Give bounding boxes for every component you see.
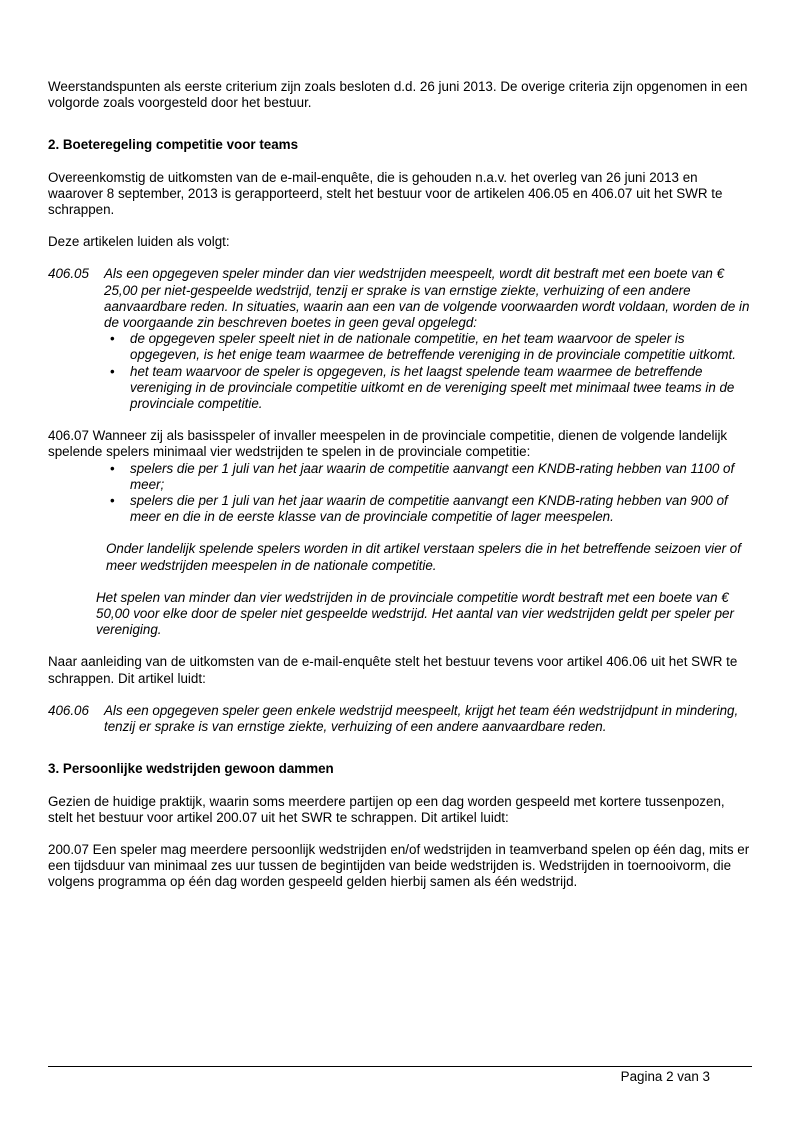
list-item: • spelers die per 1 juli van het jaar waarin de competitie aanvangt een KNDB-rating hebben van 900 of meer en die in de eerste klasse van de provinciale competitie of lager meespelen. <box>106 493 752 525</box>
list-item: • het team waarvoor de speler is opgegeven, is het laagst spelende team waarmee de betreffende vereniging in de provinciale competitie uitkomt en de vereniging speelt met minimaal twee teams in de provinciale competitie. <box>106 364 752 413</box>
article-406-05-bullets <box>106 331 752 412</box>
article-406-05 <box>48 266 752 331</box>
section-2-heading: 2. Boeteregeling competitie voor teams <box>48 137 299 153</box>
article-number: 406.05 <box>48 266 89 282</box>
article-number: 406.06 <box>48 702 89 718</box>
section-2-paragraph-3: Naar aanleiding van de uitkomsten van de e-mail-enquête stelt het bestuur tevens voor artikel 406.06 uit het SWR te schrappen. Dit artikel luidt: <box>48 654 738 686</box>
page-number: Pagina 2 van 3 <box>620 1069 710 1084</box>
article-text: Als een opgegeven speler minder dan vier wedstrijden meespeelt, wordt dit bestraft met een boete van € 25,00 per niet-gespeelde wedstrijd, tenzij er sprake is van ernstige ziekte, verhuizing of een andere aanvaardbare reden. In situaties, waarin aan een van de volgende voorwaarden wordt voldaan, worden de in de voorgaande zin beschreven boetes in geen geval opgelegd: <box>104 266 750 331</box>
list-item: • spelers die per 1 juli van het jaar waarin de competitie aanvangt een KNDB-rating hebben van 1100 of meer; <box>106 461 752 493</box>
section-3-paragraph-1: Gezien de huidige praktijk, waarin soms meerdere partijen op een dag worden gespeeld met kortere tussenpozen, stelt het bestuur voor artikel 200.07 uit het SWR te schrappen. Dit artikel luidt: <box>48 793 725 825</box>
section-3-heading: 3. Persoonlijke wedstrijden gewoon dammen <box>48 761 334 777</box>
article-406-07-bullets <box>106 461 752 526</box>
article-text: Als een opgegeven speler geen enkele wedstrijd meespeelt, krijgt het team één wedstrijdpunt in mindering, tenzij er sprake is van ernstige ziekte, verhuizing of een andere aanvaardbare reden. <box>104 702 739 735</box>
intro-paragraph: Weerstandspunten als eerste criterium zijn zoals besloten d.d. 26 juni 2013. De overige criteria zijn opgenomen in een volgorde zoals voorgesteld door het bestuur. <box>48 79 748 111</box>
section-2-paragraph-1: Overeenkomstig de uitkomsten van de e-mail-enquête, die is gehouden n.a.v. het overleg van 26 juni 2013 en waarover 8 september, 2013 is gerapporteerd, stelt het bestuur voor de artikelen 406.05 en 406.07 uit het SWR te schrappen. <box>48 169 723 218</box>
article-406-07: 406.07 Wanneer zij als basisspeler of invaller meespelen in de provinciale competitie, dienen de volgende landelijk spelende spelers minimaal vier wedstrijden te spelen in de provinciale competitie: <box>48 428 728 460</box>
section-2-paragraph-2: Deze artikelen luiden als volgt: <box>48 234 230 250</box>
list-item: • de opgegeven speler speelt niet in de nationale competitie, en het team waarvoor de speler is opgegeven, is het enige team waarmee de betreffende vereniging in de provinciale competitie uitkomt. <box>106 331 752 363</box>
article-406-07-note-1: Onder landelijk spelende spelers worden in dit artikel verstaan spelers die in het betreffende seizoen vier of meer wedstrijden meespelen in de nationale competitie. <box>106 541 741 573</box>
footer-divider <box>48 1066 752 1067</box>
document-page <box>48 79 752 891</box>
article-406-06 <box>48 703 752 735</box>
section-3-paragraph-2: 200.07 Een speler mag meerdere persoonlijk wedstrijden en/of wedstrijden in teamverband spelen op één dag, mits er een tijdsduur van minimaal zes uur tussen de begintijden van beide wedstrijden is. Wedstrijden in toernooivorm, die volgens programma op één dag worden gespeeld gelden hierbij samen als één wedstrijd. <box>48 841 750 890</box>
article-406-07-note-2: Het spelen van minder dan vier wedstrijden in de provinciale competitie wordt bestraft met een boete van € 50,00 voor elke door de speler niet gespeelde wedstrijd. Het aantal van vier wedstrijden geldt per speler per vereniging. <box>96 589 734 638</box>
